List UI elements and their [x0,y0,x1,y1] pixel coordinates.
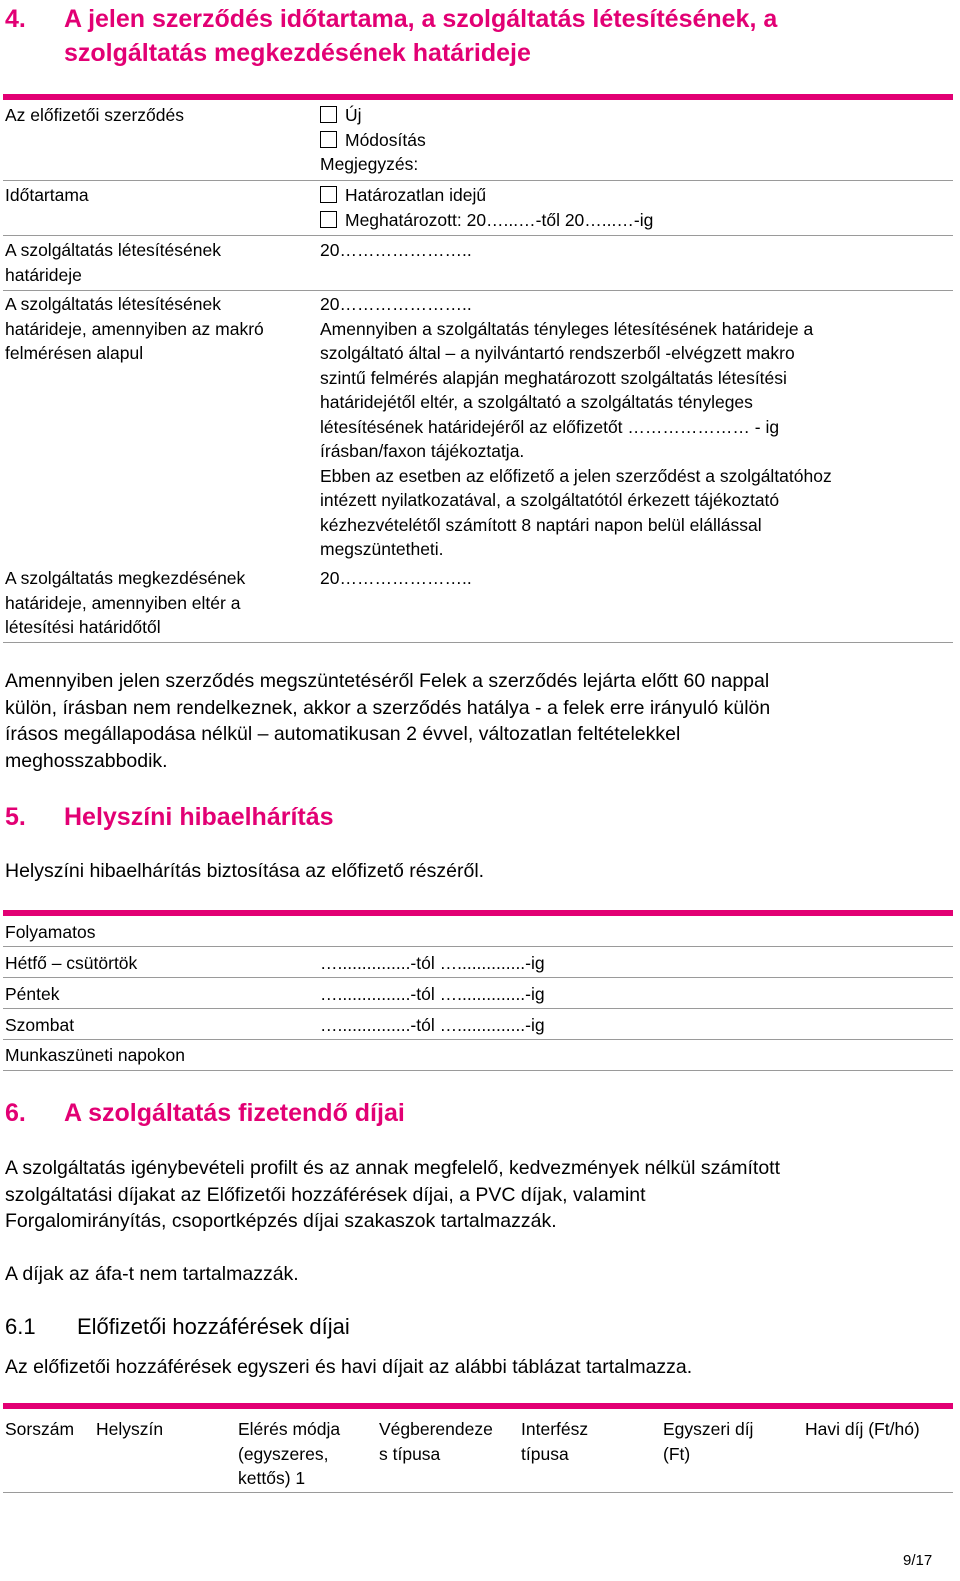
section-6-1-number: 6.1 [5,1314,36,1339]
schedule-day: Hétfő – csütörtök [5,953,138,973]
row-label: A szolgáltatás létesítésének határideje [5,240,221,285]
schedule-time-field[interactable]: …...............-tól …..............-ig [320,1015,545,1035]
section-6-paragraph: A szolgáltatás igénybevételi profilt és az annak megfelelő, kedvezmények nélkül számított szolgáltatási díjakat az Előfizetői hozzáférések díjai, a PVC díjak, valamint Forgalomirányítás, csoportképzés díjai szakaszok tartalmazzák. [5,1157,781,1232]
section-5-intro: Helyszíni hibaelhárítás biztosítása az előfizető részéről. [5,860,485,882]
vat-note: A díjak az áfa-t nem tartalmazzák. [5,1263,299,1285]
section-4-title-line2: szolgáltatás megkezdésének határideje [64,39,531,67]
macro-text-line: szintű felmérés alapján meghatározott szolgáltatás létesítési [320,367,787,388]
checkbox-indefinite[interactable] [320,186,337,203]
section-6-heading [0,1097,960,1131]
macro-deadline-field[interactable]: 20………………….. [320,294,472,314]
row-divider [3,1008,953,1009]
macro-text-line: megszüntetheti. [320,539,444,559]
start-deadline-field[interactable]: 20………………….. [320,568,472,588]
section-5-number: 5. [5,803,26,831]
col-header-access-mode: Elérés módja (egyszeres, kettős) 1 [238,1419,341,1488]
macro-text-line: kézhezvételétől számított 8 naptári napon belül elállással [320,514,762,535]
macro-deadline-cell [320,292,832,562]
row-divider [3,290,953,291]
checkbox-modify[interactable] [320,131,337,148]
option-modify[interactable]: Módosítás [320,128,426,153]
section-5-title: Helyszíni hibaelhárítás [64,803,334,831]
col-header-location: Helyszín [96,1419,164,1439]
col-header-one-time-fee: Egyszeri díj (Ft) [663,1419,754,1464]
macro-text-line: intézett nyilatkozatával, a szolgáltatótól érkezett tájékoztató [320,490,780,510]
col-header-number: Sorszám [5,1419,75,1439]
schedule-time-field[interactable]: …...............-tól …..............-ig [320,984,545,1004]
contract-type-options [320,103,426,177]
section-5-heading [0,801,960,835]
section-6-number: 6. [5,1099,26,1127]
fee-table-top-bar [3,1403,953,1409]
schedule-day: Szombat [5,1015,75,1035]
row-label: A szolgáltatás létesítésének határideje, amennyiben az makró felmérésen alapul [5,294,264,363]
row-divider [3,1492,953,1493]
section-6-title: A szolgáltatás fizetendő díjai [64,1099,405,1127]
row-divider [3,642,953,643]
col-header-interface-type: Interfész típusa [521,1419,589,1464]
row-divider [3,1039,953,1040]
option-indefinite[interactable]: Határozatlan idejű [320,183,653,208]
col-header-monthly-fee: Havi díj (Ft/hó) [805,1419,920,1439]
option-new[interactable]: Új [320,103,426,128]
section-6-1-title: Előfizetői hozzáférések díjai [77,1314,350,1339]
row-label: Időtartama [5,185,89,205]
checkbox-new[interactable] [320,106,337,123]
option-fixed[interactable]: Meghatározott: 20…...…-től 20…...…-ig [320,208,653,233]
note-label: Megjegyzés: [320,154,419,174]
row-label: A szolgáltatás megkezdésének határideje, amennyiben eltér a létesítési határidőtől [5,568,246,637]
duration-options [320,183,653,232]
row-divider [3,235,953,236]
table-top-bar [3,94,953,100]
schedule-time-field[interactable]: …...............-tól …..............-ig [320,953,545,973]
section-4-heading [0,3,960,73]
schedule-day: Munkaszüneti napokon [5,1045,185,1065]
schedule-header: Folyamatos [5,922,96,942]
renewal-paragraph: Amennyiben jelen szerződés megszüntetéséről Felek a szerződés lejárta előtt 60 nappal külön, írásban nem rendelkeznek, akkor a szerződés hatálya - a felek erre irányuló külön írásos megállapodása nélkül – automatikusan 2 évvel, változatlan feltételekkel meghosszabbodik. [5,670,771,772]
row-divider [3,1070,953,1071]
schedule-top-bar [3,910,953,916]
row-label: Az előfizetői szerződés [5,105,184,125]
macro-text-line: létesítésének határidejéről az előfizetőt ………………… - ig [320,416,780,437]
macro-text-line: Ebben az esetben az előfizető a jelen szerződést a szolgáltatóhoz [320,465,832,486]
page-number: 9/17 [903,1552,933,1569]
row-divider [3,180,953,181]
macro-text-line: szolgáltató által – a nyilvántartó rendszerből -elvégzett makro [320,343,795,363]
row-divider [3,946,953,947]
col-header-terminal-type: Végberendeze s típusa [379,1419,493,1464]
section-4-number: 4. [5,5,26,33]
macro-text-line: írásban/faxon tájékoztatja. [320,441,525,461]
checkbox-fixed[interactable] [320,211,337,228]
macro-text-line: Amennyiben a szolgáltatás tényleges létesítésének határideje a [320,318,814,339]
schedule-day: Péntek [5,984,60,1004]
section-4-title-line1: A jelen szerződés időtartama, a szolgáltatás létesítésének, a [64,5,778,33]
row-divider [3,977,953,978]
setup-deadline-field[interactable]: 20………………….. [320,240,472,260]
section-6-1-intro: Az előfizetői hozzáférések egyszeri és havi díjait az alábbi táblázat tartalmazza. [5,1356,693,1378]
macro-text-line: határidejétől eltér, a szolgáltató a szolgáltatás tényleges [320,392,753,412]
